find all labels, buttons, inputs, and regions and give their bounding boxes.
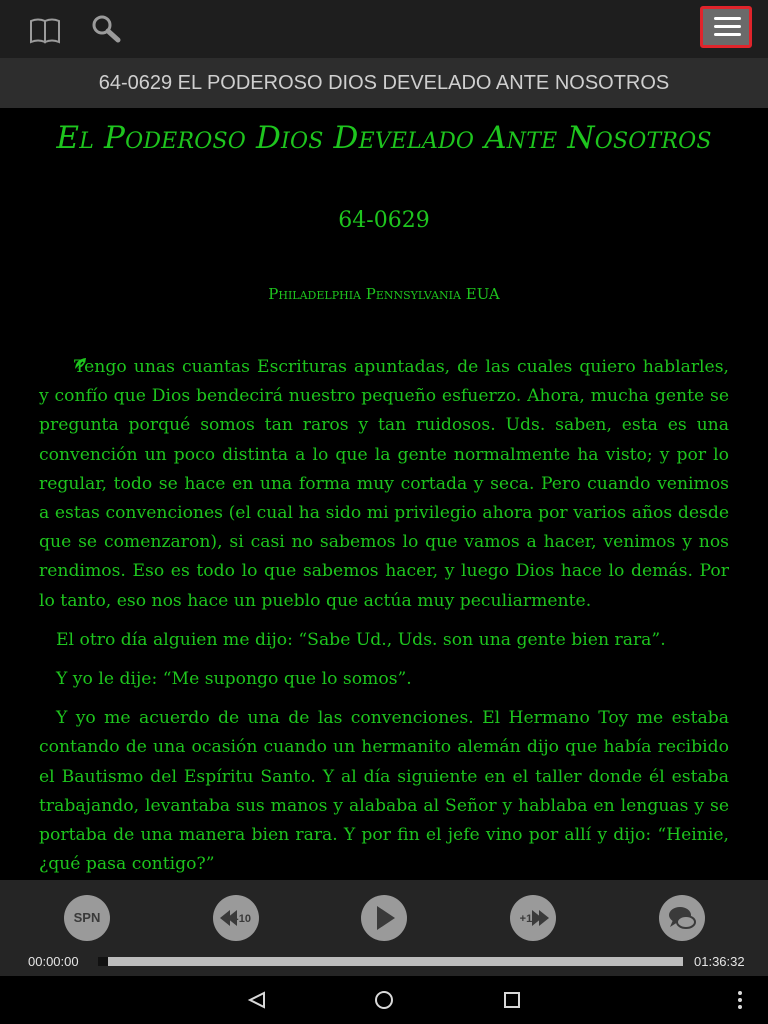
back-icon[interactable] bbox=[244, 976, 270, 1024]
forward-label: +10 bbox=[519, 913, 539, 925]
system-nav-bar bbox=[0, 976, 768, 1024]
paragraph bbox=[39, 353, 729, 616]
total-time: 01:36:32 bbox=[694, 954, 745, 969]
home-icon[interactable] bbox=[371, 976, 397, 1024]
seek-bar[interactable] bbox=[101, 957, 683, 966]
paragraph-text: Tengo unas cuantas Escrituras apuntadas, de las cuales quiero hablarles, y confío que Dios bendecirá nuestro pequeño esfuerzo. Ahora, mucha gente se pregunta porqué somos tan raros y tan ruidosos. Uds. saben, esta es una convención un poco distinta a lo que la gente normalmente ha visto; y por lo regular, todo se hace en una forma muy cortada y seca. Pero cuando venimos a estas convenciones (el cual ha sido mi privilegio ahora por varios años desde que se comenzaron), si casi no sabemos lo que vamos a hacer, venimos y nos rendimos. Eso es todo lo que sabemos hacer, y luego Dios hace lo demás. Por lo tanto, eso nos hace un pueblo que actúa muy peculiarmente. bbox=[39, 357, 729, 611]
overflow-menu-icon[interactable] bbox=[730, 976, 750, 1024]
search-icon[interactable] bbox=[86, 10, 126, 50]
chat-icon bbox=[659, 895, 705, 941]
spn-label: SPN bbox=[73, 910, 101, 925]
book-icon[interactable] bbox=[25, 10, 65, 50]
paragraph: El otro día alguien me dijo: “Sabe Ud., Uds. son una gente bien rara”. bbox=[56, 629, 666, 650]
current-time: 00:00:00 bbox=[28, 954, 79, 969]
forward-10-icon bbox=[510, 895, 556, 941]
spn-button[interactable] bbox=[64, 895, 110, 941]
play-icon bbox=[361, 895, 407, 941]
recents-icon[interactable] bbox=[499, 976, 525, 1024]
sermon-location: Philadelphia Pennsylvania EUA bbox=[268, 285, 500, 303]
chat-button[interactable] bbox=[659, 895, 705, 941]
rewind-label: -10 bbox=[235, 913, 251, 925]
paragraph: Y yo me acuerdo de una de las convenciones. El Hermano Toy me estaba contando de una ocasión cuando un hermanito alemán dijo que había recibido el Bautismo del Espíritu Santo. Y al día siguiente en el taller donde él estaba trabajando, levantaba sus manos y alababa al Señor y hablaba en lenguas y se portaba de una manera bien rara. Y por fin el jefe vino por allí y dijo: “Heinie, ¿qué pasa contigo?” bbox=[39, 708, 729, 875]
sermon-body bbox=[39, 353, 729, 889]
play-button[interactable] bbox=[361, 895, 407, 941]
paragraph: Y yo le dije: “Me supongo que lo somos”. bbox=[56, 669, 412, 690]
rewind-10-icon bbox=[213, 895, 259, 941]
rewind-10-button[interactable] bbox=[213, 895, 259, 941]
ornamental-leaf-icon[interactable] bbox=[56, 353, 74, 382]
sermon-title-bar: 64-0629 EL PODEROSO DIOS DEVELADO ANTE NOSOTROS bbox=[0, 58, 768, 108]
top-app-bar bbox=[0, 0, 768, 58]
sermon-title: El Poderoso Dios Develado Ante Nosotros bbox=[56, 120, 712, 156]
seek-bar-thumb[interactable] bbox=[98, 957, 108, 966]
hamburger-menu-icon[interactable] bbox=[700, 6, 752, 48]
sermon-code: 64-0629 bbox=[338, 208, 430, 233]
forward-10-button[interactable] bbox=[510, 895, 556, 941]
